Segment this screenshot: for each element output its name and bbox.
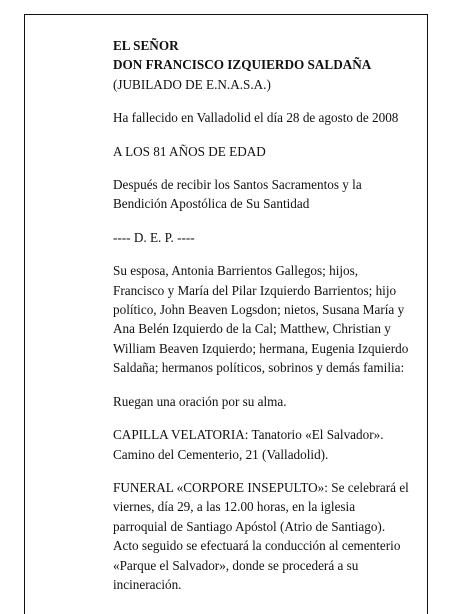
deceased-title: EL SEÑOR — [113, 38, 179, 53]
rip-line: ---- D. E. P. ---- — [113, 229, 195, 245]
funeral-line: parroquial de Santiago Apóstol (Atrio de Santiago). — [113, 518, 386, 534]
family-line: William Beaven Izquierdo; hermana, Eugenia Izquierdo — [113, 340, 409, 356]
family-line: Su esposa, Antonia Barrientos Gallegos; hijos, — [113, 263, 359, 279]
chapel-line: Camino del Cementerio, 21 (Valladolid). — [113, 446, 329, 462]
family-line: Saldaña; hermanos políticos, sobrinos y demás familia: — [113, 360, 405, 376]
funeral-line: Acto seguido se efectuará la conducción al cementerio — [113, 538, 401, 554]
funeral-line: incineración. — [113, 576, 182, 592]
funeral-line: FUNERAL «CORPORE INSEPULTO»: Se celebrará el — [113, 479, 409, 495]
funeral-line: viernes, día 29, a las 12.00 horas, en la iglesia — [113, 499, 356, 515]
prayer-request: Ruegan una oración por su alma. — [113, 393, 287, 409]
family-line: político, John Beaven Logsdon; nietos, Susana María y — [113, 302, 405, 318]
age-notice: A LOS 81 AÑOS DE EDAD — [113, 143, 266, 159]
deceased-occupation: (JUBILADO DE E.N.A.S.A.) — [113, 76, 271, 92]
sacraments-line: Bendición Apostólica de Su Santidad — [113, 196, 310, 212]
obituary-text — [113, 36, 433, 594]
chapel-line: CAPILLA VELATORIA: Tanatorio «El Salvador». — [113, 427, 384, 443]
funeral-line: «Parque el Salvador», donde se procederá a su — [113, 557, 359, 573]
family-line: Francisco y María del Pilar Izquierdo Barrientos; hijo — [113, 282, 397, 298]
sacraments-line: Después de recibir los Santos Sacramentos y la — [113, 177, 362, 193]
death-notice: Ha fallecido en Valladolid el día 28 de agosto de 2008 — [113, 110, 399, 126]
deceased-name: DON FRANCISCO IZQUIERDO SALDAÑA — [113, 57, 372, 73]
family-line: Ana Belén Izquierdo de la Cal; Matthew, Christian y — [113, 321, 391, 337]
